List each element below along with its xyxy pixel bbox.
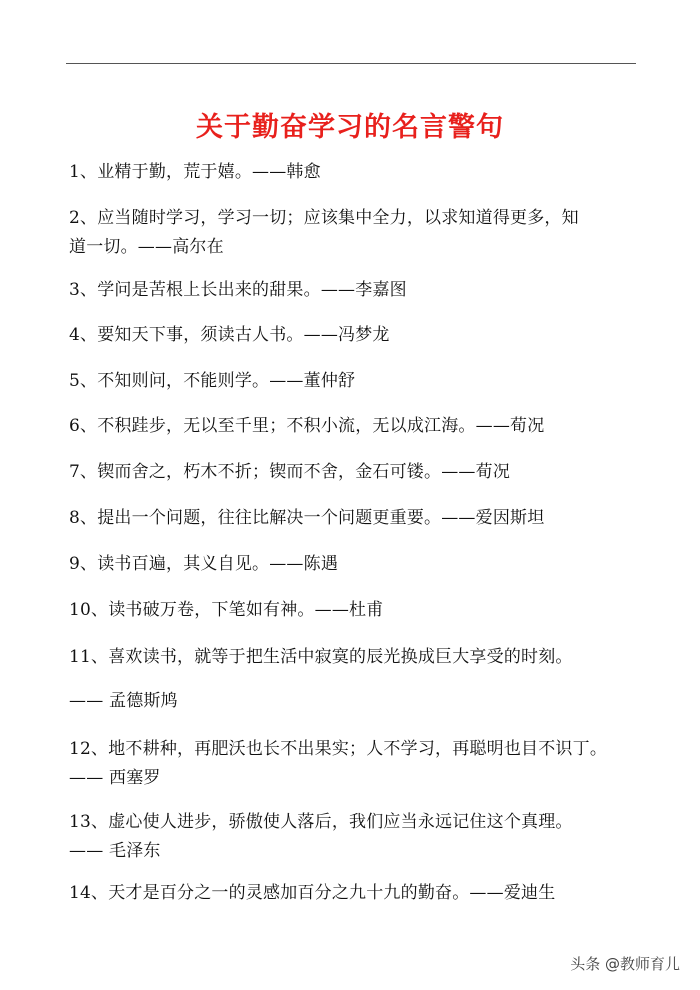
quote-8 <box>69 504 649 533</box>
quote-5 <box>69 367 649 396</box>
quote-line: 13、虚心使人进步，骄傲使人落后，我们应当永远记住这个真理。 <box>69 812 573 832</box>
quote-12 <box>69 735 649 793</box>
quote-line: —— 西塞罗 <box>69 768 161 788</box>
quote-line: 9、读书百遍，其义自见。——陈遇 <box>69 554 339 574</box>
quote-line: 4、要知天下事，须读古人书。——冯梦龙 <box>69 325 390 345</box>
top-rule <box>66 63 636 64</box>
quote-2 <box>69 204 649 262</box>
quote-line: 8、提出一个问题，往往比解决一个问题更重要。——爱因斯坦 <box>69 508 545 528</box>
quote-4 <box>69 321 649 350</box>
quote-line: 5、不知则问，不能则学。——董仲舒 <box>69 371 356 391</box>
quote-1 <box>69 158 649 187</box>
quote-line: 12、地不耕种，再肥沃也长不出果实；人不学习，再聪明也目不识丁。 <box>69 739 608 759</box>
quote-14 <box>69 879 649 908</box>
quote-line: 14、天才是百分之一的灵感加百分之九十九的勤奋。——爱迪生 <box>69 883 556 903</box>
quote-11 <box>69 643 649 716</box>
quote-line: —— 毛泽东 <box>69 841 161 861</box>
quote-9 <box>69 550 649 579</box>
quote-7 <box>69 458 649 487</box>
quote-line: 2、应当随时学习，学习一切；应该集中全力，以求知道得更多，知 <box>69 208 579 228</box>
quote-line: 7、锲而舍之，朽木不折；锲而不舍，金石可镂。——荀况 <box>69 462 511 482</box>
quote-line: 6、不积跬步，无以至千里；不积小流，无以成江海。——荀况 <box>69 416 545 436</box>
quote-spacer <box>69 672 649 687</box>
quote-line: 10、读书破万卷，下笔如有神。——杜甫 <box>69 600 384 620</box>
quote-line: 3、学问是苦根上长出来的甜果。——李嘉图 <box>69 280 407 300</box>
page-title: 关于勤奋学习的名言警句 <box>196 112 504 143</box>
watermark: 头条 @教师育儿 <box>570 955 680 973</box>
quote-line: 1、业精于勤，荒于嬉。——韩愈 <box>69 162 321 182</box>
quote-line: —— 孟德斯鸠 <box>69 691 178 711</box>
quote-6 <box>69 412 649 441</box>
quote-line: 道一切。——高尔在 <box>69 237 224 257</box>
quote-3 <box>69 276 649 305</box>
quote-10 <box>69 596 649 625</box>
quote-13 <box>69 808 649 866</box>
quote-line: 11、喜欢读书，就等于把生活中寂寞的辰光换成巨大享受的时刻。 <box>69 647 573 667</box>
